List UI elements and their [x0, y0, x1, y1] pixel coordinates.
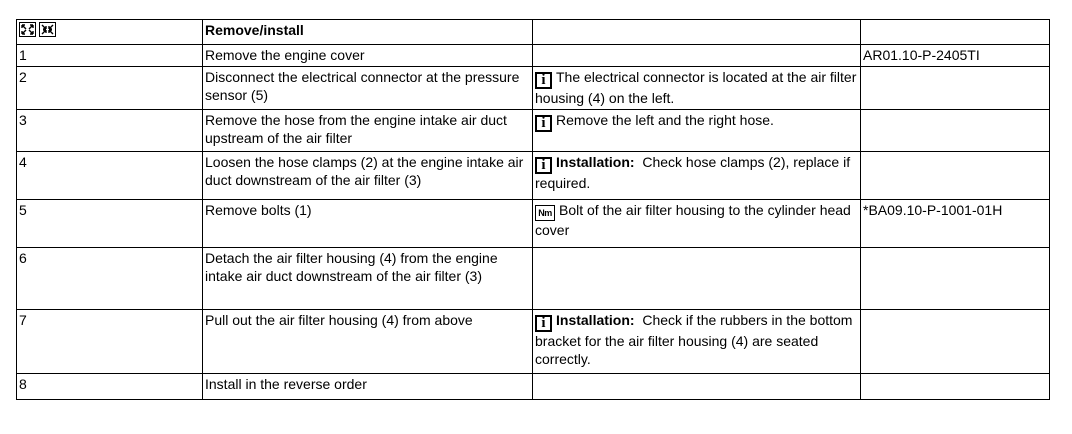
step-number: 8: [17, 374, 203, 400]
note-text: Remove the left and the right hose.: [556, 112, 774, 128]
step-number: 1: [17, 45, 203, 67]
step-action: Loosen the hose clamps (2) at the engine intake air duct downstream of the air filter (3): [203, 152, 533, 200]
step-note: [533, 310, 861, 374]
step-action: Remove the engine cover: [203, 45, 533, 67]
installation-label: Installation:: [556, 154, 635, 170]
note-text: The electrical connector is located at the air filter housing (4) on the left.: [535, 69, 857, 106]
step-number: 7: [17, 310, 203, 374]
step-number: 6: [17, 248, 203, 310]
note-text: Check hose clamps (2), replace if required.: [535, 154, 851, 191]
expand-all-icon[interactable]: [19, 22, 36, 37]
info-icon[interactable]: i: [535, 157, 552, 174]
note-text: Bolt of the air filter housing to the cylinder head cover: [535, 202, 851, 238]
table-row: [17, 310, 1050, 374]
header-title: Remove/install: [203, 20, 533, 45]
step-reference: [861, 110, 1050, 152]
step-note: [533, 45, 861, 67]
step-action: Remove bolts (1): [203, 200, 533, 248]
step-reference: [861, 67, 1050, 110]
step-note: [533, 110, 861, 152]
step-note: [533, 200, 861, 248]
collapse-all-icon[interactable]: [39, 22, 56, 37]
note-text: Check if the rubbers in the bottom bracket for the air filter housing (4) are seated correctly.: [535, 312, 853, 367]
step-reference[interactable]: AR01.10-P-2405TI: [861, 45, 1050, 67]
step-number: 4: [17, 152, 203, 200]
step-action: Install in the reverse order: [203, 374, 533, 400]
installation-label: Installation:: [556, 312, 635, 328]
step-reference: [861, 248, 1050, 310]
info-icon[interactable]: i: [535, 315, 552, 332]
step-number: 5: [17, 200, 203, 248]
table-row: [17, 152, 1050, 200]
header-empty-ref: [861, 20, 1050, 45]
step-action: Detach the air filter housing (4) from the engine intake air duct downstream of the air filter (3): [203, 248, 533, 310]
step-note: [533, 248, 861, 310]
step-number: 2: [17, 67, 203, 110]
table-row: [17, 45, 1050, 67]
header-icons-cell: [17, 20, 203, 45]
step-reference: [861, 152, 1050, 200]
step-note: [533, 67, 861, 110]
table-row: [17, 200, 1050, 248]
step-action: Remove the hose from the engine intake air duct upstream of the air filter: [203, 110, 533, 152]
step-action: Pull out the air filter housing (4) from above: [203, 310, 533, 374]
table-row: [17, 110, 1050, 152]
step-reference[interactable]: *BA09.10-P-1001-01H: [861, 200, 1050, 248]
step-number: 3: [17, 110, 203, 152]
step-action: Disconnect the electrical connector at the pressure sensor (5): [203, 67, 533, 110]
step-note: [533, 374, 861, 400]
step-reference: [861, 310, 1050, 374]
table-header-row: [17, 20, 1050, 45]
info-icon[interactable]: i: [535, 72, 552, 89]
table-row: [17, 374, 1050, 400]
table-row: [17, 248, 1050, 310]
table-row: [17, 67, 1050, 110]
header-empty-note: [533, 20, 861, 45]
torque-nm-icon[interactable]: Nm: [535, 205, 555, 221]
step-note: [533, 152, 861, 200]
step-reference: [861, 374, 1050, 400]
info-icon[interactable]: i: [535, 115, 552, 132]
procedure-table: [16, 19, 1050, 400]
